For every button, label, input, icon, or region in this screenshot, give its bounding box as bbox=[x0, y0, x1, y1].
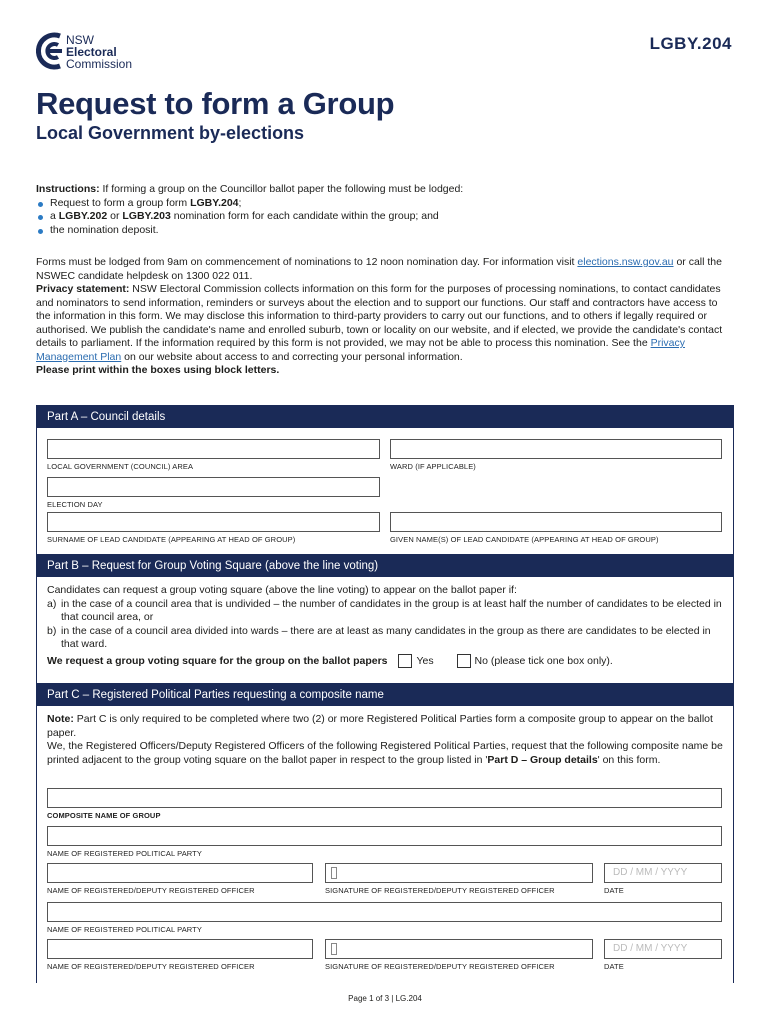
b2-bold1: LGBY.202 bbox=[58, 210, 108, 222]
ward-input[interactable] bbox=[390, 439, 722, 459]
logo-line-3: Commission bbox=[66, 57, 133, 71]
party-1-name-label: NAME OF REGISTERED POLITICAL PARTY bbox=[47, 849, 202, 858]
officer-2-name-label: NAME OF REGISTERED/DEPUTY REGISTERED OFFICER bbox=[47, 962, 255, 971]
part-b-heading: Part B – Request for Group Voting Square (above the line voting) bbox=[37, 555, 733, 577]
composite-name-input[interactable] bbox=[47, 788, 722, 808]
ward-label: WARD (IF APPLICABLE) bbox=[390, 462, 476, 471]
lodgement-info bbox=[36, 256, 726, 283]
privacy-label: Privacy statement: bbox=[36, 283, 130, 295]
party-2-name-label: NAME OF REGISTERED POLITICAL PARTY bbox=[47, 925, 202, 934]
sign-here-icon bbox=[331, 867, 337, 879]
decl-bold: Part D – Group details bbox=[487, 753, 598, 766]
b1-post: ; bbox=[238, 196, 242, 209]
nswec-logo bbox=[36, 32, 156, 72]
part-c-heading: Part C – Registered Political Parties requesting a composite name bbox=[37, 684, 733, 706]
item-b-key: b) bbox=[47, 624, 57, 637]
part-c-declaration bbox=[47, 740, 727, 767]
decl-text-a: We, the Registered Officers/Deputy Registered Officers of the following Registered Political Parties, request that the following composite name be printed adjacent to the group voting square on the ballot paper in respect to the group listed in ' bbox=[47, 740, 723, 766]
instructions-lead-text: If forming a group on the Councillor ballot paper the following must be lodged: bbox=[99, 183, 464, 195]
b1-bold: LGBY.204 bbox=[190, 196, 239, 209]
council-area-input[interactable] bbox=[47, 439, 380, 459]
yes-checkbox[interactable] bbox=[398, 654, 412, 668]
item-b-text: in the case of a council area divided into wards – there are at least as many candidates in the group as there are candidates to be elected in that ward. bbox=[61, 624, 711, 650]
group-square-request bbox=[47, 654, 727, 668]
b2-bold2: LGBY.203 bbox=[122, 210, 171, 222]
lodge-text-a: Forms must be lodged from 9am on commencement of nominations to 12 noon nomination day. For information visit bbox=[36, 256, 578, 268]
part-c-body bbox=[47, 713, 727, 767]
sign-here-icon bbox=[331, 943, 337, 955]
instruction-bullet-1 bbox=[36, 197, 736, 211]
officer-2-signature-label: SIGNATURE OF REGISTERED/DEPUTY REGISTERED OFFICER bbox=[325, 962, 555, 971]
logo-wordmark bbox=[66, 34, 132, 70]
party-1-name-input[interactable] bbox=[47, 826, 722, 846]
b2-post: nomination form for each candidate within the group; and bbox=[170, 210, 439, 222]
officer-1-name-label: NAME OF REGISTERED/DEPUTY REGISTERED OFFICER bbox=[47, 886, 255, 895]
council-area-label: LOCAL GOVERNMENT (COUNCIL) AREA bbox=[47, 462, 194, 471]
info-block bbox=[36, 256, 726, 378]
officer-1-date-input[interactable] bbox=[604, 863, 722, 883]
privacy-plan-link[interactable]: Privacy Management Plan bbox=[36, 337, 686, 363]
part-c bbox=[36, 683, 734, 983]
part-a-heading: Part A – Council details bbox=[37, 406, 733, 428]
part-a bbox=[36, 405, 734, 555]
lodge-text-b: or call the NSWEC candidate helpdesk on 1300 022 011. bbox=[36, 256, 722, 282]
decl-text-b: ' on this form. bbox=[597, 753, 661, 766]
lead-surname-input[interactable] bbox=[47, 512, 380, 532]
officer-2-date-input[interactable] bbox=[604, 939, 722, 959]
request-text: We request a group voting square for the group on the ballot papers bbox=[47, 654, 388, 667]
note-label: Note: bbox=[47, 713, 74, 725]
date-placeholder: DD / MM / YYYY bbox=[613, 943, 688, 954]
date-placeholder: DD / MM / YYYY bbox=[613, 867, 688, 878]
part-b bbox=[36, 554, 734, 684]
privacy-text-a: NSW Electoral Commission collects information on this form for the purposes of processing nominations, to contact candidates and nominators to send information, reminders or surveys about the election and to support our functions. Our staff and contractors have access to the information in this form. We may disclose this information to third-party providers to carry out our functions, and to others if legally required or authorised. We publish the candidate's name and enrolled suburb, town or locality on our website, and if elected, we provide the candidate's contact details to parliament. If the information required by this form is not provided, we may not be able to process this nomination. See the bbox=[36, 283, 723, 349]
no-label: No (please tick one box only). bbox=[474, 654, 613, 667]
logo-line-2: Electoral bbox=[66, 45, 117, 59]
part-b-intro: Candidates can request a group voting square (above the line voting) to appear on the ballot paper if: bbox=[47, 584, 517, 596]
elections-link[interactable]: elections.nsw.gov.au bbox=[577, 256, 674, 268]
item-a-text: in the case of a council area that is undivided – the number of candidates in the group is at least half the number of candidates to be elected in that council area, or bbox=[61, 597, 722, 623]
instructions bbox=[36, 183, 736, 237]
part-b-body bbox=[47, 584, 727, 668]
officer-1-date-label: DATE bbox=[604, 886, 624, 895]
part-b-item-a bbox=[47, 598, 727, 625]
privacy-text-b: on our website about access to and correcting your personal information. bbox=[121, 350, 463, 363]
officer-2-date-label: DATE bbox=[604, 962, 624, 971]
officer-2-name-input[interactable] bbox=[47, 939, 313, 959]
instruction-bullet-3: the nomination deposit. bbox=[36, 224, 736, 238]
officer-1-signature-input[interactable] bbox=[325, 863, 593, 883]
page-subtitle: Local Government by-elections bbox=[36, 123, 305, 143]
part-c-note bbox=[47, 713, 727, 740]
page-footer: Page 1 of 3 | LG.204 bbox=[348, 994, 422, 1003]
instruction-bullet-2 bbox=[36, 210, 736, 224]
lead-surname-label: SURNAME OF LEAD CANDIDATE (APPEARING AT HEAD OF GROUP) bbox=[47, 535, 296, 544]
election-day-label: ELECTION DAY bbox=[47, 500, 103, 509]
yes-label: Yes bbox=[416, 654, 434, 667]
party-2-name-input[interactable] bbox=[47, 902, 722, 922]
item-a-key: a) bbox=[47, 597, 57, 610]
nswec-logo-icon bbox=[36, 32, 64, 70]
officer-1-name-input[interactable] bbox=[47, 863, 313, 883]
print-note: Please print within the boxes using block letters. bbox=[36, 364, 280, 376]
officer-1-signature-label: SIGNATURE OF REGISTERED/DEPUTY REGISTERED OFFICER bbox=[325, 886, 555, 895]
b2-mid: or bbox=[107, 210, 123, 222]
page-title: Request to form a Group bbox=[36, 86, 395, 121]
b2-pre: a bbox=[50, 210, 59, 222]
privacy-statement bbox=[36, 283, 726, 364]
lead-given-names-input[interactable] bbox=[390, 512, 722, 532]
lead-given-names-label: GIVEN NAME(S) OF LEAD CANDIDATE (APPEARING AT HEAD OF GROUP) bbox=[390, 535, 659, 544]
b1-pre: Request to form a group form bbox=[50, 196, 191, 209]
composite-name-label: COMPOSITE NAME OF GROUP bbox=[47, 811, 161, 820]
no-checkbox[interactable] bbox=[457, 654, 471, 668]
part-b-item-b bbox=[47, 625, 727, 652]
officer-2-signature-input[interactable] bbox=[325, 939, 593, 959]
logo-line-1: NSW bbox=[66, 33, 94, 47]
form-code: LGBY.204 bbox=[649, 34, 732, 53]
instructions-label: Instructions: bbox=[36, 183, 100, 195]
instructions-lead bbox=[36, 183, 736, 197]
note-text: Part C is only required to be completed where two (2) or more Registered Political Parties form a composite group to appear on the ballot paper. bbox=[47, 713, 713, 739]
election-day-input[interactable] bbox=[47, 477, 380, 497]
